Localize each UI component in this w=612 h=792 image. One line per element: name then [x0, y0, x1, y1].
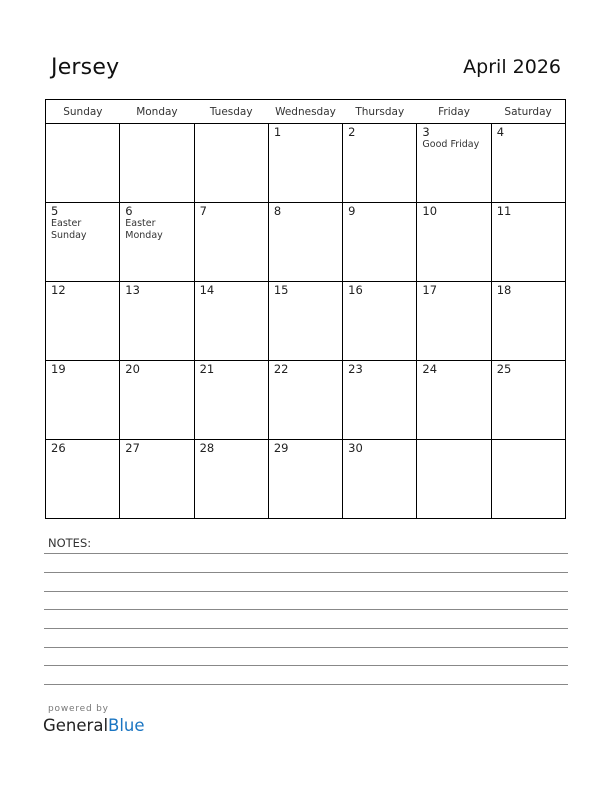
week-row: [46, 124, 566, 203]
day-number: 6: [125, 204, 133, 218]
note-line: [44, 684, 568, 685]
day-cell: [120, 124, 194, 203]
day-number: 8: [273, 204, 282, 218]
day-cell: [491, 282, 565, 361]
day-number: 29: [273, 441, 289, 455]
day-number: 19: [51, 362, 66, 376]
day-cell: [343, 203, 417, 282]
day-cell: [343, 124, 417, 203]
day-cell: [194, 124, 268, 203]
day-cell: [417, 361, 491, 440]
generalblue-logo: [43, 716, 145, 735]
note-line: [44, 553, 568, 554]
weekday-tuesday: Tuesday: [194, 100, 268, 124]
brand-general: General: [43, 716, 109, 735]
day-cell: [268, 124, 342, 203]
day-cell: [194, 203, 268, 282]
notes-label: NOTES:: [48, 536, 92, 550]
month-year: April 2026: [463, 56, 561, 78]
day-number: 21: [199, 362, 215, 376]
calendar-title: Jersey: [51, 55, 120, 80]
day-number: 18: [496, 283, 512, 297]
day-number: 9: [348, 204, 356, 218]
weekday-monday: Monday: [120, 100, 194, 124]
note-line: [44, 591, 568, 592]
day-number: 5: [51, 204, 59, 218]
week-row: [46, 440, 566, 519]
day-cell: [120, 282, 194, 361]
powered-by-text: powered by: [48, 704, 109, 714]
weekday-saturday: Saturday: [491, 100, 565, 124]
day-cell: [343, 282, 417, 361]
holiday-label: Good Friday: [422, 139, 480, 150]
day-number: 11: [496, 204, 512, 218]
note-line: [44, 647, 568, 648]
day-number: 27: [125, 441, 140, 455]
day-cell: [417, 124, 491, 203]
day-number: 16: [348, 283, 363, 297]
day-cell: [491, 124, 565, 203]
day-number: 25: [496, 362, 512, 376]
day-cell: [268, 203, 342, 282]
day-number: 26: [51, 441, 66, 455]
day-number: 7: [199, 204, 207, 218]
day-number: 23: [348, 362, 363, 376]
day-number: 24: [422, 362, 438, 376]
weekday-wednesday: Wednesday: [268, 100, 342, 124]
holiday-label: Easter Sunday: [51, 218, 87, 241]
day-cell: [417, 282, 491, 361]
day-cell: [491, 440, 565, 519]
day-cell: [194, 282, 268, 361]
day-number: 2: [348, 125, 356, 139]
day-number: 1: [273, 125, 282, 139]
note-line: [44, 665, 568, 666]
day-cell: [194, 440, 268, 519]
day-number: 20: [125, 362, 140, 376]
day-number: 4: [496, 125, 505, 139]
day-cell: [417, 203, 491, 282]
day-cell: [120, 361, 194, 440]
calendar-grid: [45, 99, 566, 519]
day-cell: [268, 282, 342, 361]
day-number: 10: [422, 204, 438, 218]
day-number: 22: [273, 362, 289, 376]
day-cell: [268, 440, 342, 519]
weekday-thursday: Thursday: [343, 100, 417, 124]
day-cell: [417, 440, 491, 519]
holiday-label: Easter Monday: [125, 218, 163, 241]
day-cell: [491, 203, 565, 282]
day-cell: [268, 361, 342, 440]
day-number: 12: [51, 283, 66, 297]
note-line: [44, 572, 568, 573]
day-cell: [343, 361, 417, 440]
week-row: [46, 282, 566, 361]
day-number: 28: [199, 441, 215, 455]
day-cell: [120, 440, 194, 519]
day-cell: [194, 361, 268, 440]
day-number: 30: [348, 441, 363, 455]
day-number: 14: [199, 283, 215, 297]
day-cell: [491, 361, 565, 440]
day-number: 13: [125, 283, 140, 297]
day-cell: [120, 203, 194, 282]
note-line: [44, 609, 568, 610]
day-number: 3: [422, 125, 430, 139]
day-cell: [343, 440, 417, 519]
brand-blue: Blue: [108, 716, 145, 735]
day-cell: [46, 440, 120, 519]
note-line: [44, 628, 568, 629]
day-cell: [46, 203, 120, 282]
day-cell: [46, 124, 120, 203]
weekday-friday: Friday: [417, 100, 491, 124]
week-row: [46, 203, 566, 282]
day-cell: [46, 282, 120, 361]
week-row: [46, 361, 566, 440]
day-number: 15: [273, 283, 289, 297]
day-number: 17: [422, 283, 438, 297]
day-cell: [46, 361, 120, 440]
weekday-header-row: [46, 100, 566, 124]
weekday-sunday: Sunday: [46, 100, 120, 124]
